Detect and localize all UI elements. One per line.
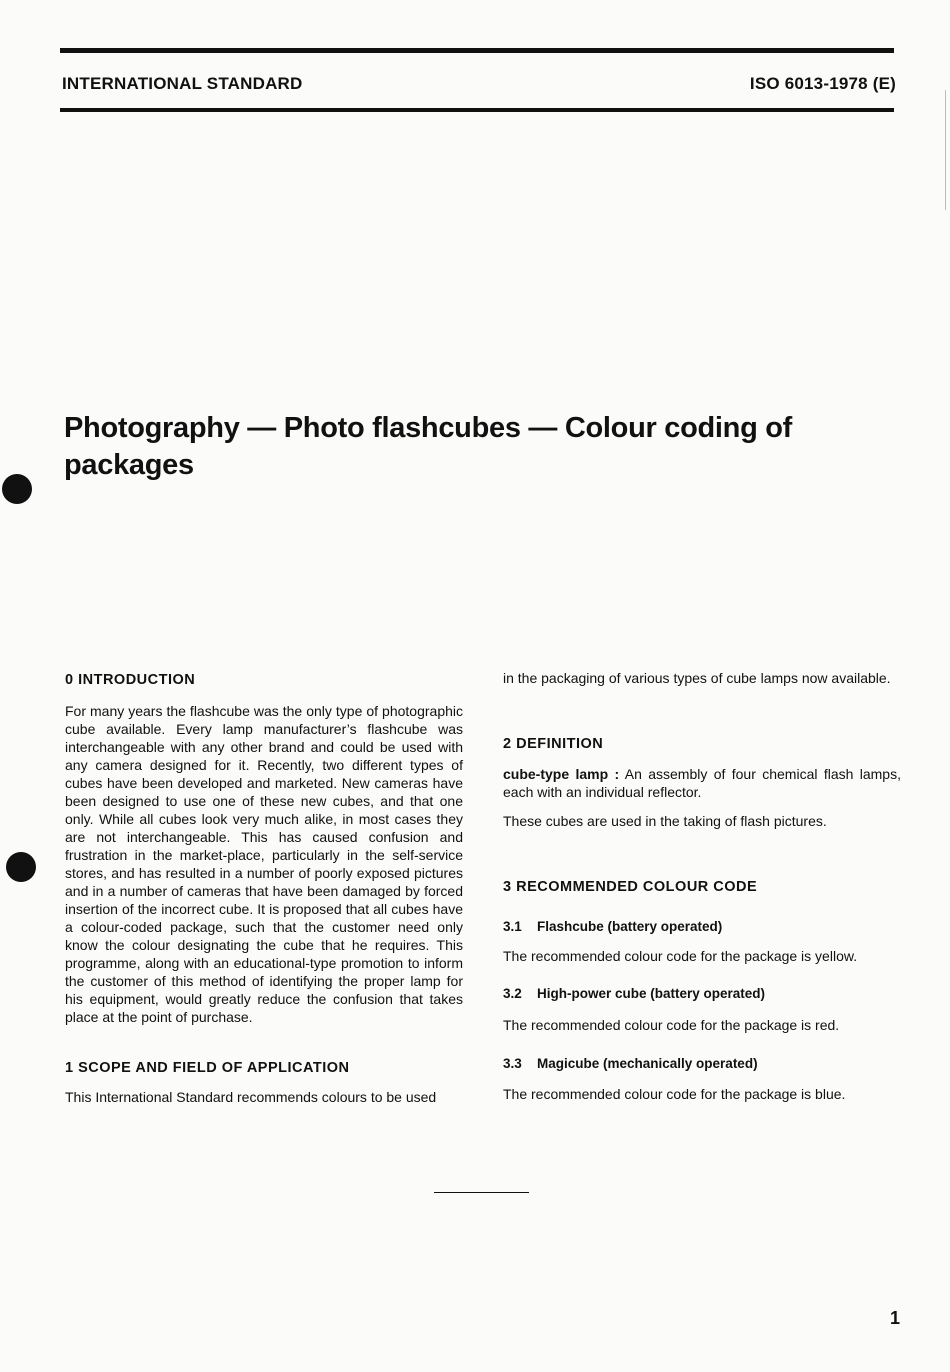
right-column (503, 669, 901, 1103)
scope-heading: 1 SCOPE AND FIELD OF APPLICATION (65, 1060, 350, 1076)
standard-number: ISO 6013-1978 (E) (749, 74, 896, 93)
punch-hole-mark (6, 852, 36, 882)
left-column (65, 671, 463, 1106)
header-bottom-rule (60, 108, 894, 112)
scope-text: This International Standard recommends colours to be used (65, 1089, 437, 1105)
scope-text-continued: in the packaging of various types of cube lamps now available. (503, 670, 891, 686)
header-top-rule (60, 48, 894, 53)
subsection-3-1-heading: 3.1 Flashcube (battery operated) (503, 919, 723, 934)
subsection-3-2-heading: 3.2 High-power cube (battery operated) (503, 986, 766, 1001)
document-type: INTERNATIONAL STANDARD (62, 74, 303, 93)
colour-code-heading: 3 RECOMMENDED COLOUR CODE (503, 879, 758, 895)
intro-heading: 0 INTRODUCTION (65, 672, 196, 688)
punch-hole-mark (2, 474, 32, 504)
subsection-3-1-text: The recommended colour code for the package is yellow. (503, 948, 858, 964)
subsection-3-2-text: The recommended colour code for the package is red. (503, 1017, 840, 1033)
page-number: 1 (890, 1308, 901, 1328)
subsection-3-3-text: The recommended colour code for the package is blue. (503, 1086, 846, 1102)
definition-heading: 2 DEFINITION (503, 736, 604, 752)
definition-note: These cubes are used in the taking of flash pictures. (503, 813, 827, 829)
end-of-text-rule (434, 1192, 529, 1193)
scan-edge-mark (945, 90, 946, 210)
definition-term: cube-type lamp : (503, 766, 620, 782)
page-title: Photography — Photo flashcubes — Colour coding of packages (64, 412, 793, 481)
subsection-3-3-heading: 3.3 Magicube (mechanically operated) (503, 1056, 758, 1071)
definition-body: An assembly of four chemical flash lamps, each with an individual reflector. (503, 766, 901, 800)
definition-text (503, 765, 901, 801)
intro-text: For many years the flashcube was the only type of photographic cube available. Every lamp manufacturer’s flashcube was interchangeable with any other brand and could be used with any camera designed for it. Recently, two different types of cubes have been developed and marketed. New cameras have been designed to use one of these new cubes, and that one only. While all cubes look very much alike, in most cases they are not interchangeable. This has caused confusion and frustration in the market-place, particularly in the self-service stores, and has resulted in a number of poorly exposed pictures and in a number of cameras that have been damaged by forced insertion of the incorrect cube. It is proposed that all cubes have a colour-coded package, such that the customer need only know the colour designating the cube that he requires. This programme, along with an educational-type promotion to inform the customer of this method of identifying the proper lamp for his equipment, would greatly reduce the confusion that takes place at the point of purchase. (65, 703, 463, 1025)
